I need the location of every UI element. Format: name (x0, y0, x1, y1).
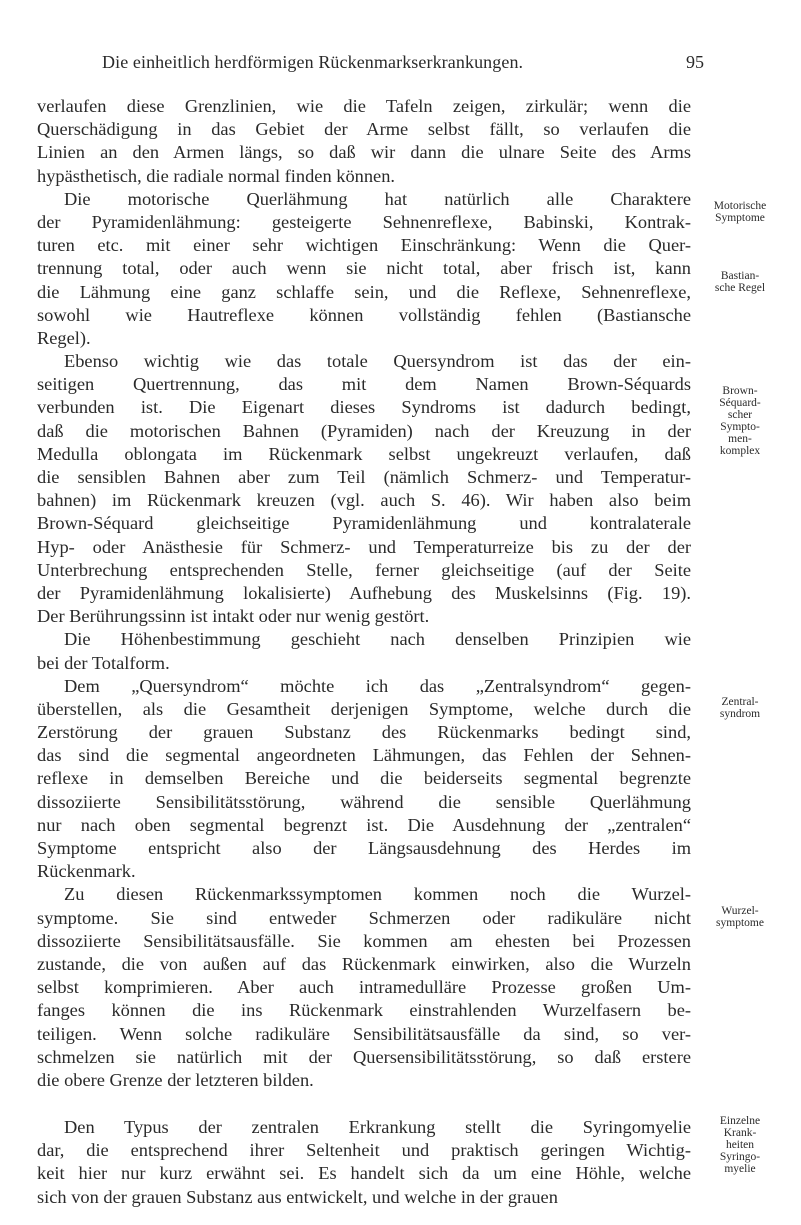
text-line: Unterbrechung entsprechenden Stelle, ferner gleichseitige (auf der Seite (37, 559, 691, 580)
running-header (102, 52, 704, 78)
text-line: der Pyramidenlähmung: gesteigerte Sehnenreflexe, Babinski, Kontrak- (37, 211, 691, 232)
text-line: seitigen Quertrennung, das mit dem Namen Brown-Séquards (37, 374, 691, 395)
paragraph (37, 95, 691, 188)
paragraph (37, 188, 691, 350)
text-line: Die motorische Querlähmung hat natürlich alle Charaktere (64, 188, 691, 209)
margin-note-line: syndrom (719, 708, 761, 720)
margin-note-line: symptome (716, 917, 764, 929)
text-line: daß die motorischen Bahnen (Pyramiden) nach der Kreuzung in der (37, 420, 691, 441)
margin-note-line: komplex (719, 445, 761, 457)
text-line: keit hier nur kurz erwähnt sei. Es handelt sich da um eine Höhle, welche (37, 1163, 691, 1184)
text-line: überstellen, als die Gesamtheit derjenigen Symptome, welche durch die (37, 698, 691, 719)
text-line: verlaufen diese Grenzlinien, wie die Tafeln zeigen, zirkulär; wenn die (37, 96, 691, 116)
text-line: hypästhetisch, die radiale normal finden können. (37, 165, 395, 186)
text-line: Querschädigung in das Gebiet der Arme selbst fällt, so verlaufen die (37, 119, 691, 140)
paragraph (37, 883, 691, 1092)
text-line: die obere Grenze der letzteren bilden. (37, 1069, 314, 1090)
text-line: Hyp- oder Anästhesie für Schmerz- und Temperaturreize bis zu der der (37, 536, 691, 557)
margin-note-line: sche Regel (714, 282, 766, 294)
text-line: nur nach oben segmental begrenzt ist. Die Ausdehnung der „zentralen“ (37, 814, 691, 835)
text-line: die Lähmung eine ganz schlaffe sein, und die Reflexe, Sehnenreflexe, (37, 281, 691, 302)
margin-note-brown-sequard (700, 385, 780, 457)
paragraph (37, 628, 691, 674)
text-line: verbunden ist. Die Eigenart dieses Syndroms ist dadurch bedingt, (37, 397, 691, 418)
text-line: dissoziierte Sensibilitätsstörung, während die sensible Querlähmung (37, 791, 691, 812)
text-line: symptome. Sie sind entweder Schmerzen oder radikuläre nicht (37, 907, 691, 928)
margin-note-line: Sympto- (720, 421, 760, 433)
text-line: Medulla oblongata im Rückenmark selbst ungekreuzt verlaufen, daß (37, 443, 691, 464)
margin-note-line: Syringo- (719, 1151, 761, 1163)
text-line: Brown-Séquard gleichseitige Pyramidenlähmung und kontralaterale (37, 513, 691, 534)
text-line: bahnen) im Rückenmark kreuzen (vgl. auch S. 46). Wir haben also beim (37, 490, 691, 511)
text-line: der Pyramidenlähmung lokalisierte) Aufhebung des Muskelsinns (Fig. 19). (37, 582, 691, 603)
margin-note-bastiansche-regel (700, 270, 780, 294)
text-line: dissoziierte Sensibilitätsausfälle. Sie kommen am ehesten bei Prozessen (37, 930, 691, 951)
running-title: Die einheitlich herdförmigen Rückenmarkserkrankungen. (102, 52, 524, 72)
text-line: schmelzen sie natürlich mit der Quersensibilitätsstörung, so daß erstere (37, 1046, 691, 1067)
body-text (37, 95, 691, 1209)
paragraph (37, 675, 691, 884)
text-line: Den Typus der zentralen Erkrankung stellt die Syringomyelie (64, 1117, 691, 1138)
margin-note-syringomyelie (700, 1115, 780, 1175)
text-line: trennung total, oder auch wenn sie nicht total, aber frisch ist, kann (37, 258, 691, 279)
text-line: Rückenmark. (37, 861, 136, 882)
text-line: teiligen. Wenn solche radikuläre Sensibilitätsausfälle da sind, so ver- (37, 1023, 691, 1044)
margin-note-line: men- (728, 433, 752, 445)
margin-note-wurzelsymptome (700, 905, 780, 929)
text-line: reflexe in demselben Bereiche und die beiderseits segmental begrenzte (37, 768, 691, 789)
text-line: turen etc. mit einer sehr wichtigen Einschränkung: Wenn die Quer- (37, 235, 691, 256)
text-line: Die Höhenbestimmung geschieht nach denselben Prinzipien wie (64, 629, 691, 650)
section-gap (37, 1092, 691, 1116)
margin-note-line: Séquard- (719, 397, 761, 409)
margin-note-zentralsyndrom (700, 696, 780, 720)
margin-note-line: Bastian- (720, 270, 760, 282)
text-line: selbst komprimieren. Aber auch intramedulläre Prozesse großen Um- (37, 977, 691, 998)
margin-note-line: Symptome (715, 212, 765, 224)
text-line: dar, die entsprechend ihrer Seltenheit und praktisch geringen Wichtig- (37, 1140, 691, 1161)
page-number: 95 (686, 52, 704, 72)
margin-note-line: scher (727, 409, 753, 421)
text-line: Symptome entspricht also der Längsausdehnung des Herdes im (37, 838, 691, 858)
text-line: Linien an den Armen längs, so daß wir dann die ulnare Seite des Arms (37, 142, 691, 163)
margin-note-line: Krank- (723, 1127, 757, 1139)
margin-note-line: Motorische (713, 200, 767, 212)
text-line: zustande, die von außen auf das Rückenmark einwirken, also die Wurzeln (37, 953, 691, 974)
text-line: Dem „Quersyndrom“ möchte ich das „Zentralsyndrom“ gegen- (64, 675, 691, 696)
margin-note-line: Brown- (722, 385, 758, 397)
margin-note-line: myelie (724, 1163, 756, 1175)
margin-note-line: Einzelne (719, 1115, 761, 1127)
margin-note-motorische-symptome (700, 200, 780, 224)
text-line: Ebenso wichtig wie das totale Quersyndrom ist das der ein- (64, 351, 691, 372)
text-line: fanges können die ins Rückenmark einstrahlenden Wurzelfasern be- (37, 1000, 691, 1021)
margin-note-line: Wurzel- (721, 905, 759, 917)
text-line: Der Berührungssinn ist intakt oder nur wenig gestört. (37, 606, 430, 627)
text-line: sich von der grauen Substanz aus entwickelt, und welche in der grauen (37, 1186, 558, 1207)
paragraph (37, 1116, 691, 1209)
margin-note-line: Zentral- (721, 696, 759, 708)
text-line: das sind die segmental angeordneten Lähmungen, das Fehlen der Sehnen- (37, 745, 691, 766)
margin-note-line: heiten (725, 1139, 755, 1151)
text-line: Zu diesen Rückenmarkssymptomen kommen noch die Wurzel- (64, 884, 691, 905)
text-line: sowohl wie Hautreflexe können vollständig fehlen (Bastiansche (37, 304, 691, 325)
paragraph (37, 350, 691, 628)
text-line: Zerstörung der grauen Substanz des Rückenmarks bedingt sind, (37, 722, 691, 743)
text-line: bei der Totalform. (37, 652, 170, 673)
text-line: Regel). (37, 327, 91, 348)
text-line: die sensiblen Bahnen aber zum Teil (nämlich Schmerz- und Temperatur- (37, 467, 691, 487)
